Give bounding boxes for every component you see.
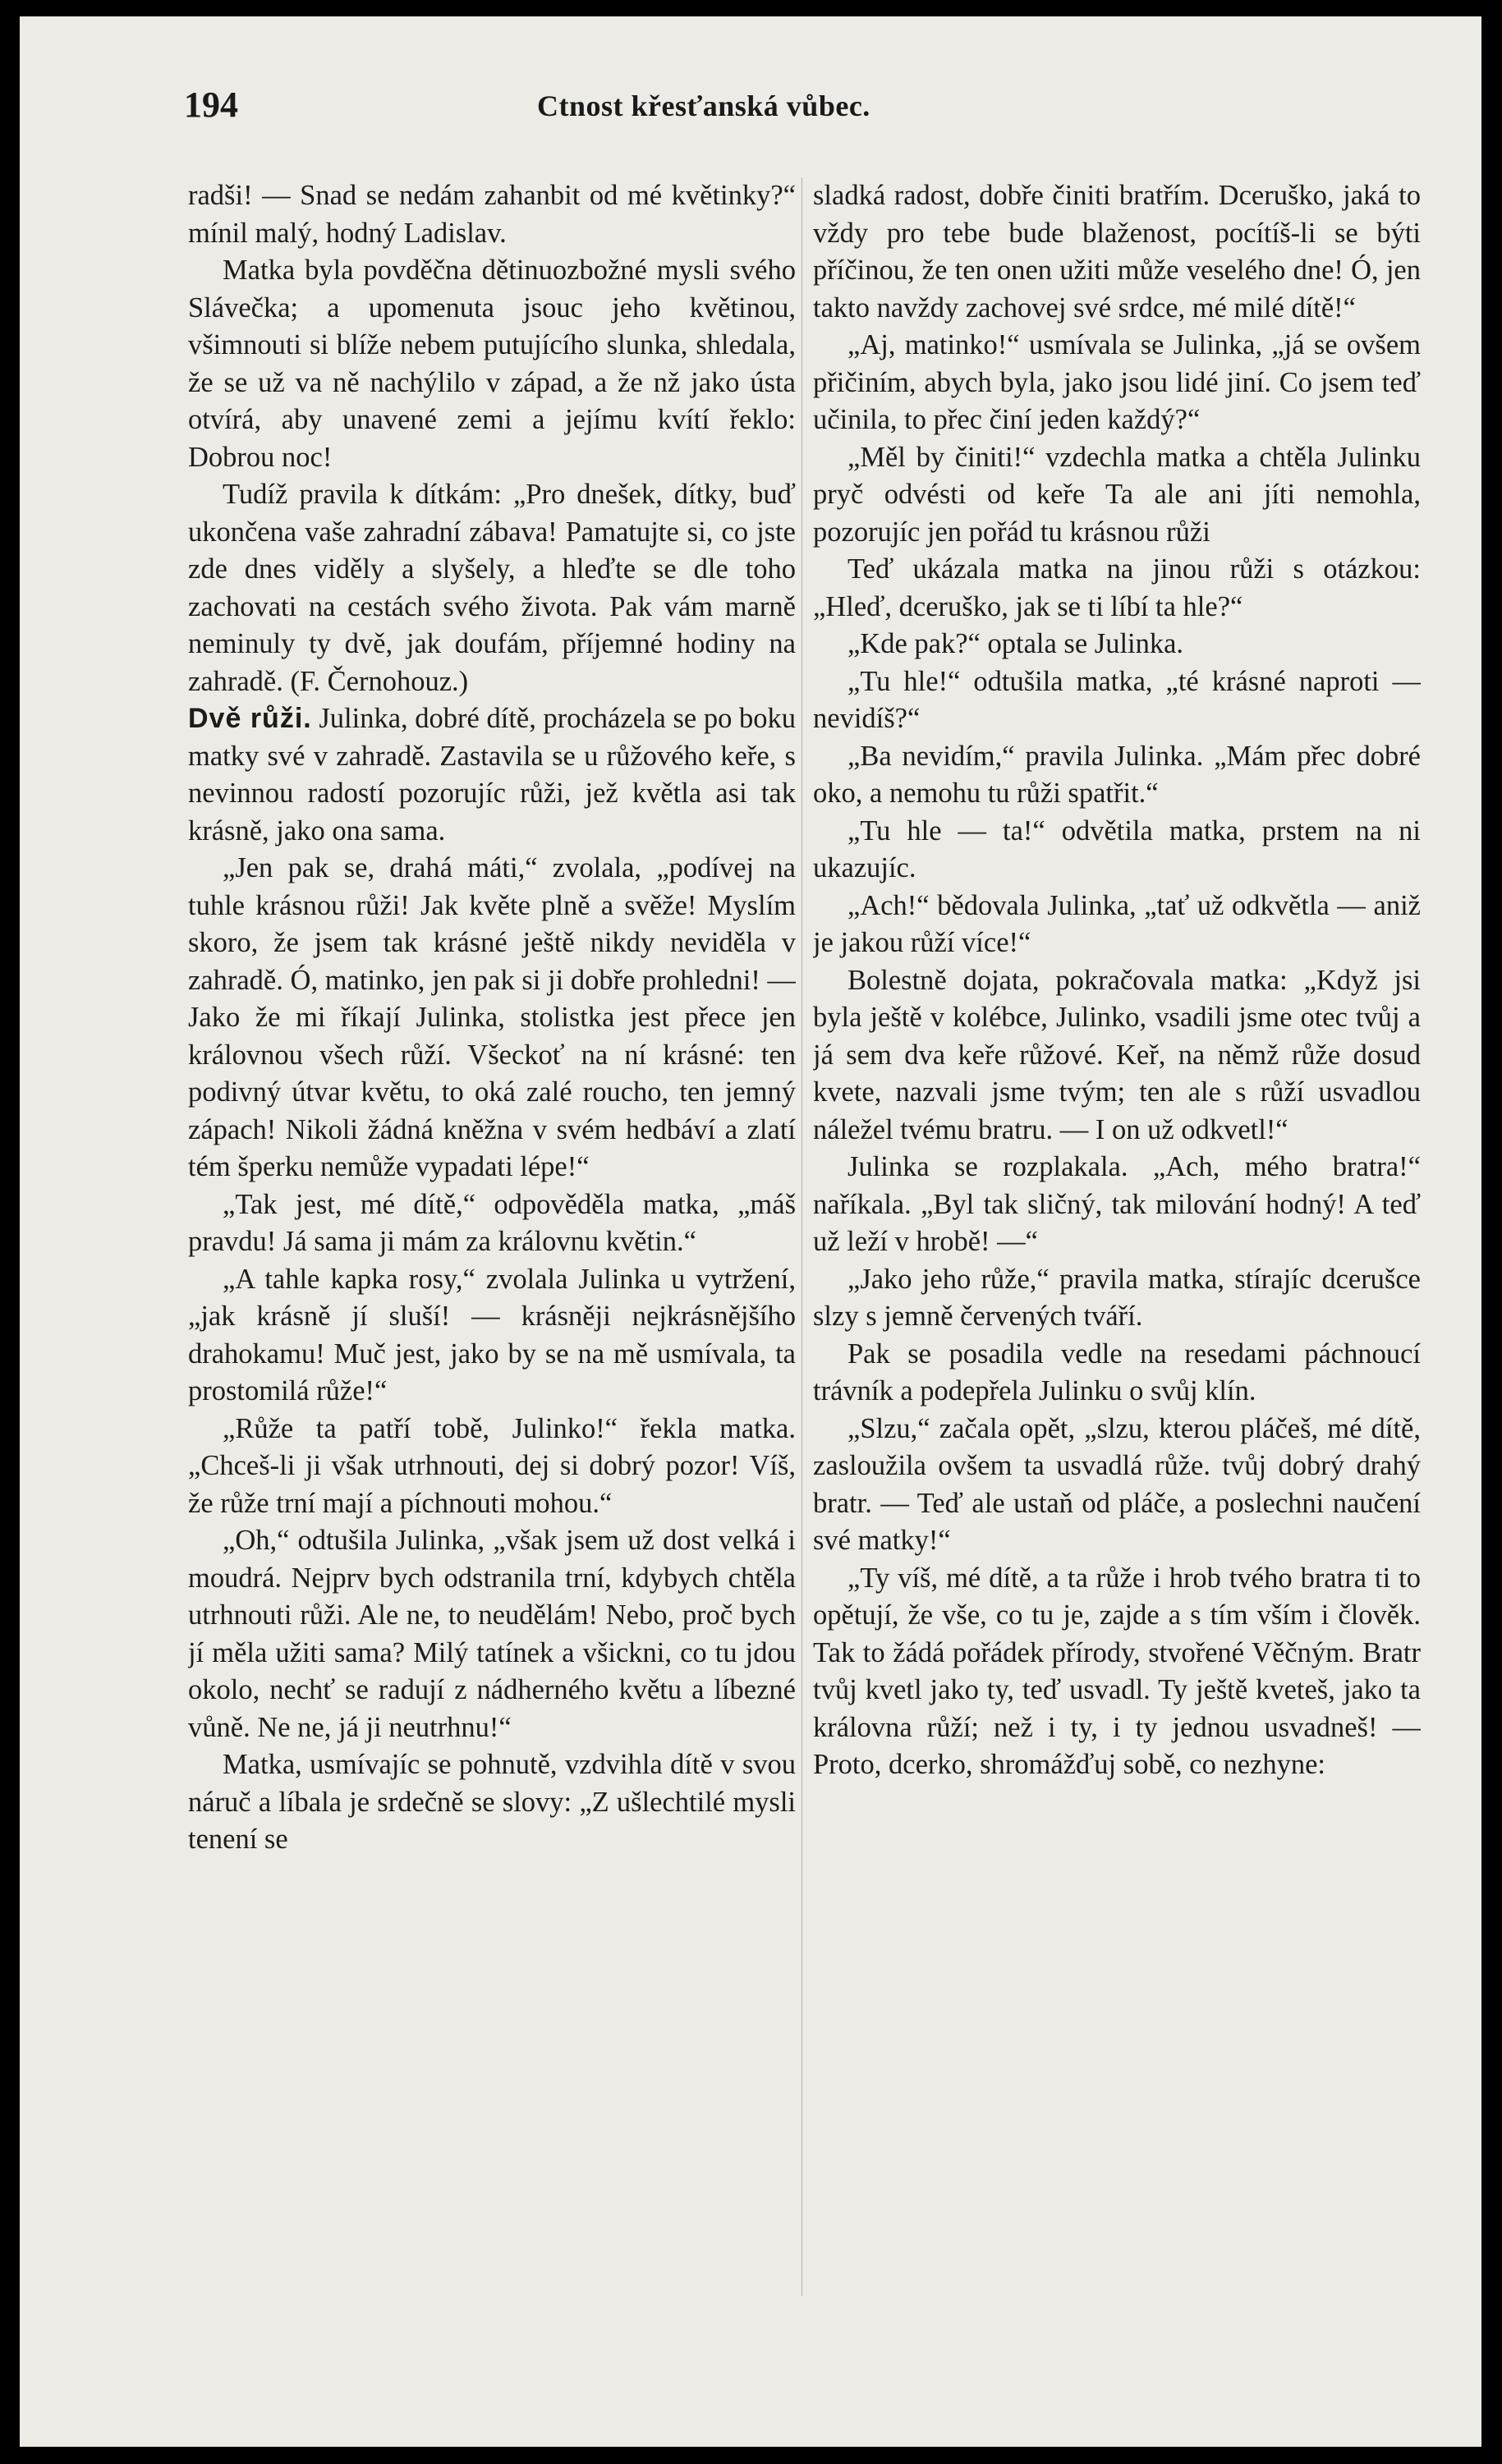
paragraph: „A tahle kapka rosy,“ zvolala Julinka u vytržení, „jak krásně jí sluší! — krásněji nejkrásnějšího drahokamu! Muč jest, jako by se na mě usmívala, ta prostomilá růže!“ [188,1263,796,1406]
paragraph: „Měl by činiti!“ vzdechla matka a chtěla Julinku pryč odvésti od keře Ta ale ani jíti nemohla, pozorujíc jen pořád tu krásnou růži [813,441,1421,548]
section-intro: Julinka, dobré dítě, procházela se po boku matky své v zahradě. Zastavila se u růžového keře, s nevinnou radostí pozorujíc růži, jež květla asi tak krásně, jako ona sama. [188,703,796,847]
paragraph: Matka, usmívajíc se pohnutě, vzdvihla dítě v svou náruč a líbala je srdečně se slovy: „Z ušlechtilé mysli tenení se [188,1749,796,1855]
section-title: Dvě růži. [188,703,312,734]
paragraph: „Kde pak?“ optala se Julinka. [847,628,1184,659]
paragraph: „Tu hle — ta!“ odvětila matka, prstem na ni ukazujíc. [813,814,1421,883]
paragraph: Matka byla povděčna dětinuozbožné mysli svého Slávečka; a upomenuta jsouc jeho květinou, všimnouti si blíže nebem putujícího slunka, shledala, že se už va ně nachýlilo v západ, a že nž jako ústa otvírá, aby unavené zemi a jejímu kvítí řeklo: Dobrou noc! [188,255,796,473]
paragraph: Teď ukázala matka na jinou růži s otázkou: „Hleď, dceruško, jak se ti líbí ta hle?“ [813,553,1421,622]
paragraph: sladká radost, dobře činiti bratřím. Dceruško, jaká to vždy pro tebe bude blaženost, pocítíš-li se býti příčinou, že ten onen užiti může veselého dne! Ó, jen takto navždy zachovej své srdce, mé milé dítě!“ [813,180,1421,323]
paragraph: Tudíž pravila k dítkám: „Pro dnešek, dítky, buď ukončena vaše zahradní zábava! Pamatujte si, co jste zde dnes viděly a slyšely, a hleďte se dle toho zachovati na cestách svého života. Pak vám marně neminuly ty dvě, jak doufám, příjemné hodiny na zahradě. (F. Černohouz.) [188,479,796,697]
paragraph: Pak se posadila vedle na resedami páchnoucí trávník a podepřela Julinku o svůj klín. [813,1338,1421,1406]
paragraph: „Tak jest, mé dítě,“ odpověděla matka, „máš pravdu! Já sama ji mám za královnu květin.“ [188,1188,796,1257]
paragraph: „Tu hle!“ odtušila matka, „té krásné naproti — nevidíš?“ [813,665,1421,734]
page-header [184,84,1432,141]
paragraph: „Ty víš, mé dítě, a ta růže i hrob tvého bratra ti to opětují, že vše, co tu je, zajde a s tím vším i člověk. Tak to žádá pořádek přírody, stvořené Věčným. Bratr tvůj kvetl jako ty, teď usvadl. Ty ještě kveteš, jako ta královna růží; než i ty, i ty jednou usvadneš! — Proto, dcerko, shromážďuj sobě, co nezhyne: [813,1562,1421,1780]
section-start [188,700,796,850]
paragraph: „Jako jeho růže,“ pravila matka, stírajíc dcerušce slzy s jemně červených tváří. [813,1263,1421,1332]
running-title: Ctnost křesťanská vůbec. [537,89,870,122]
paragraph: „Aj, matinko!“ usmívala se Julinka, „já se ovšem přičiním, abych byla, jako jsou lidé jiní. Co jsem teď učinila, to přec činí jeden každý?“ [813,329,1421,435]
right-column [813,177,1421,2353]
paragraph: „Ba nevidím,“ pravila Julinka. „Mám přec dobré oko, a nemohu tu růži spatřit.“ [813,740,1421,809]
paragraph: Bolestně dojata, pokračovala matka: „Když jsi byla ještě v kolébce, Julinko, vsadili jsme otec tvůj a já sem dva keře růžové. Keř, na němž růže dosud kvete, nazvali jsme tvým; ten ale s růží usvadlou náležel tvému bratru. — I on už odkvetl!“ [813,964,1421,1145]
left-column [188,177,796,2353]
paragraph: „Růže ta patří tobě, Julinko!“ řekla matka. „Chceš-li ji však utrhnouti, dej si dobrý pozor! Víš, že růže trní mají a píchnouti mohou.“ [188,1412,796,1519]
paragraph: „Ach!“ bědovala Julinka, „tať už odkvětla — aniž je jakou růží více!“ [813,889,1421,958]
paragraph: „Jen pak se, drahá máti,“ zvolala, „podívej na tuhle krásnou růži! Jak květe plně a svěže! Myslím skoro, že jsem tak krásné ještě nikdy neviděla v zahradě. Ó, matinko, jen pak si ji dobře prohledni! — Jako že mi říkají Julinka, stolistka jest přece jen královnou všech růží. Všeckoť na ní krásné: ten podivný útvar květu, to oká zalé roucho, ten jemný zápach! Nikoli žádná kněžna v svém hedbáví a zlatí tém šperku nemůže vypadati lépe!“ [188,852,796,1182]
paragraph: radši! — Snad se nedám zahanbit od mé květinky?“ mínil malý, hodný Ladislav. [188,180,796,249]
book-page [20,16,1481,2447]
paragraph: Julinka se rozplakala. „Ach, mého bratra!“ naříkala. „Byl tak sličný, tak milování hodný! A teď už leží v hrobě! —“ [813,1151,1421,1257]
page-number: 194 [184,85,238,125]
paragraph: „Slzu,“ začala opět, „slzu, kterou pláčeš, mé dítě, zasloužila ovšem ta usvadlá růže. tvůj dobrý drahý bratr. — Teď ale ustaň od pláče, a poslechni naučení své matky!“ [813,1412,1421,1556]
paragraph: „Oh,“ odtušila Julinka, „však jsem už dost velká i moudrá. Nejprv bych odstranila trní, kdybych chtěla utrhnouti růži. Ale ne, to neudělám! Nebo, proč bych jí měla užiti sama? Milý tatínek a všickni, co tu jdou okolo, nechť se radují z nádherného květu a líbezné vůně. Ne ne, já ji neutrhnu!“ [188,1525,796,1743]
